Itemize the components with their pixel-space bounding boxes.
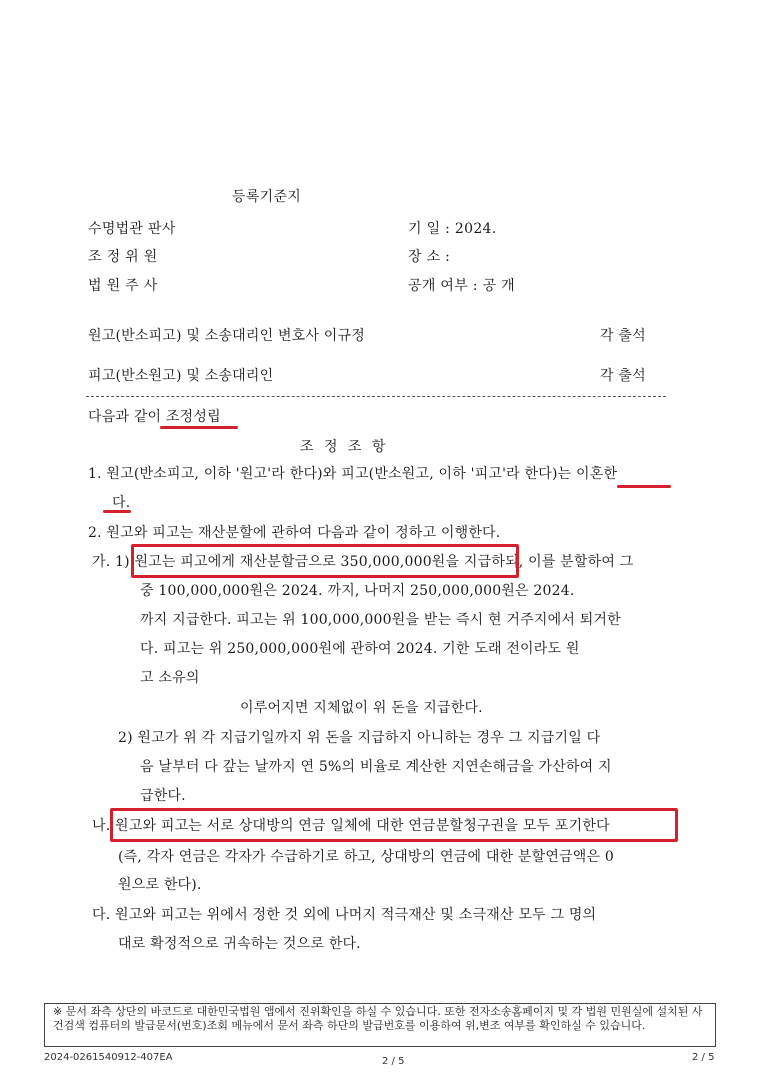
clause-1-line-2: 다. bbox=[112, 495, 131, 511]
mediation-intro bbox=[88, 406, 221, 426]
public-status: 공개 여부 : 공 개 bbox=[408, 278, 515, 294]
clause-2a1-line-6: 이루어지면 지체없이 위 돈을 지급한다. bbox=[240, 700, 483, 716]
clause-2a2-line-2: 음 날부터 다 갚는 날까지 연 5%의 비율로 계산한 지연손해금을 가산하여 지 bbox=[140, 759, 612, 775]
document-number: 2024-0261540912-407EA bbox=[44, 1052, 173, 1063]
clause-2b-line-2: (즉, 각자 연금은 각자가 수급하기로 하고, 상대방의 연금에 대한 분할연금액은 0 bbox=[118, 849, 615, 865]
verification-notice: ※ 문서 좌측 상단의 바코드로 대한민국법원 앱에서 진위확인을 하실 수 있습니다. 또한 전자소송홈페이지 및 각 법원 민원실에 설치된 사건검색 컴퓨터의 발급문서(번호)조회 메뉴에서 문서 좌측 하단의 발급번호를 이용하여 위,변조 여부를 확인하실 수 있습니다. bbox=[44, 1003, 716, 1047]
highlight-underline-established bbox=[160, 426, 238, 429]
clause-2a1-line-4: 다. 피고는 위 250,000,000원에 관하여 2024. 기한 도래 전이라도 원 bbox=[140, 641, 580, 657]
highlight-box-pension-waiver bbox=[110, 808, 678, 842]
page-number-right: 2 / 5 bbox=[692, 1052, 715, 1063]
clause-2a1-line-3: 까지 지급한다. 피고는 위 100,000,000원을 받는 즉시 현 거주지에서 퇴거한 bbox=[140, 612, 621, 628]
clause-2a2-line-1: 2) 원고가 위 각 지급기일까지 위 돈을 지급하지 아니하는 경우 그 지급기일 다 bbox=[118, 730, 601, 746]
clause-2c-line-1: 다. 원고와 피고는 위에서 정한 것 외에 나머지 적극재산 및 소극재산 모두 그 명의 bbox=[92, 907, 597, 923]
intro-prefix: 다음과 같이 bbox=[88, 409, 166, 425]
clerk-label: 법 원 주 사 bbox=[88, 278, 158, 294]
clause-2c-line-2: 대로 확정적으로 귀속하는 것으로 한다. bbox=[118, 936, 361, 952]
clause-2a1-line-1: 가. 1) 원고는 피고에게 재산분할금으로 350,000,000원을 지급하되, 이를 분할하여 그 bbox=[92, 554, 634, 570]
clause-2b-line-1: 나. 원고와 피고는 서로 상대방의 연금 일체에 대한 연금분할청구권을 모두 포기한다 bbox=[92, 818, 610, 834]
highlight-underline-divorce-end bbox=[103, 510, 131, 513]
plaintiff-attendance: 원고(반소피고) 및 소송대리인 변호사 이규정 bbox=[88, 328, 365, 344]
registered-domicile-label: 등록기준지 bbox=[232, 189, 302, 205]
judge-label: 수명법관 판사 bbox=[88, 221, 176, 237]
clause-2a1-line-2: 중 100,000,000원은 2024. 까지, 나머지 250,000,000원은 2024. bbox=[140, 583, 575, 599]
separator-line bbox=[86, 396, 666, 397]
clause-1-line-1: 1. 원고(반소피고, 이하 '원고'라 한다)와 피고(반소원고, 이하 '피고'라 한다)는 이혼한 bbox=[88, 466, 618, 482]
mediation-established: 조정성립 bbox=[165, 409, 221, 425]
hearing-place: 장 소 : bbox=[408, 249, 451, 265]
clause-2-intro: 2. 원고와 피고는 재산분할에 관하여 다음과 같이 정하고 이행한다. bbox=[88, 525, 501, 541]
section-title: 조 정 조 항 bbox=[300, 439, 389, 455]
highlight-underline-divorce bbox=[617, 485, 671, 488]
mediator-label: 조 정 위 원 bbox=[88, 249, 158, 265]
hearing-date: 기 일 : 2024. bbox=[408, 221, 497, 237]
clause-2a1-line-5: 고 소유의 bbox=[140, 670, 200, 686]
clause-2a2-line-3: 급한다. bbox=[140, 788, 186, 804]
clause-2b-line-3: 원으로 한다). bbox=[118, 877, 202, 893]
plaintiff-status: 각 출석 bbox=[600, 328, 646, 344]
defendant-attendance: 피고(반소원고) 및 소송대리인 bbox=[88, 368, 274, 384]
page-number-center: 2 / 5 bbox=[382, 1056, 405, 1067]
highlight-box-property-division bbox=[131, 544, 519, 578]
defendant-status: 각 출석 bbox=[600, 368, 646, 384]
